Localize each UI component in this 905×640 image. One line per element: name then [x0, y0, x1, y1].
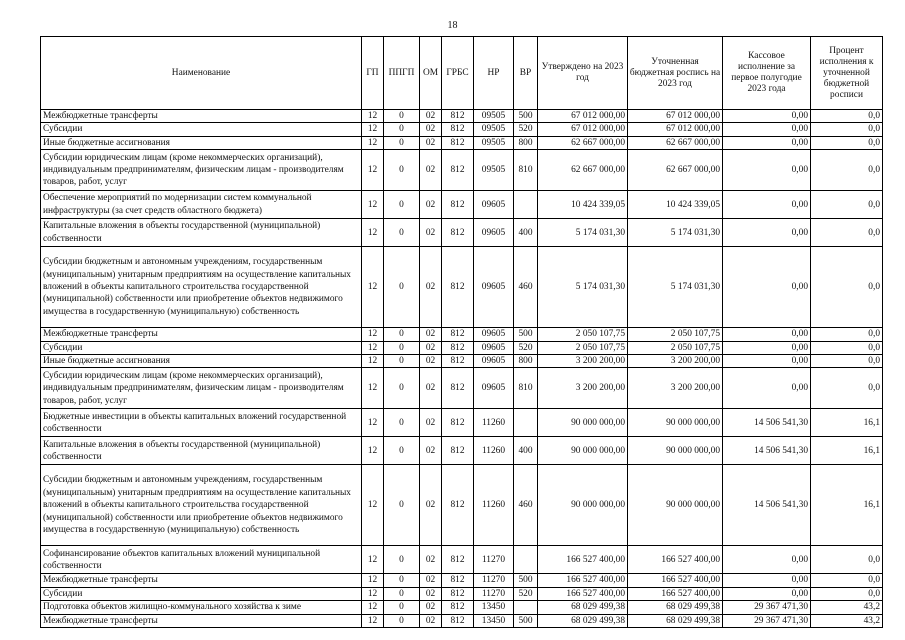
- cell-vr: 460: [514, 465, 538, 546]
- cell-refined: 166 527 400,00: [628, 546, 723, 574]
- cell-refined: 90 000 000,00: [628, 465, 723, 546]
- table-row: [41, 409, 883, 437]
- table-row: [41, 150, 883, 191]
- cell-name: Межбюджетные трансферты: [41, 328, 362, 341]
- cell-cash: 0,00: [723, 574, 811, 587]
- cell-refined: 90 000 000,00: [628, 437, 723, 465]
- cell-name: Софинансирование объектов капитальных вложений муниципальной собственности: [41, 546, 362, 574]
- cell-name: Субсидии: [41, 587, 362, 600]
- cell-gp: 12: [362, 219, 384, 247]
- cell-vr: 500: [514, 110, 538, 123]
- cell-approved: 2 050 107,75: [538, 328, 628, 341]
- page-number: 18: [447, 20, 458, 31]
- cell-np: 09605: [474, 341, 514, 354]
- cell-gp: 12: [362, 110, 384, 123]
- cell-approved: 3 200 200,00: [538, 355, 628, 368]
- cell-om: 02: [420, 110, 442, 123]
- cell-np: 11260: [474, 409, 514, 437]
- cell-vr: 520: [514, 587, 538, 600]
- cell-name: Иные бюджетные ассигнования: [41, 355, 362, 368]
- cell-gp: 12: [362, 546, 384, 574]
- cell-approved: 67 012 000,00: [538, 110, 628, 123]
- cell-vr: 400: [514, 437, 538, 465]
- cell-om: 02: [420, 614, 442, 627]
- cell-grbs: 812: [442, 136, 474, 149]
- cell-gp: 12: [362, 123, 384, 136]
- cell-name: Капитальные вложения в объекты государственной (муниципальной) собственности: [41, 437, 362, 465]
- cell-gp: 12: [362, 437, 384, 465]
- cell-cash: 14 506 541,30: [723, 409, 811, 437]
- cell-om: 02: [420, 123, 442, 136]
- cell-grbs: 812: [442, 546, 474, 574]
- table-row: [41, 437, 883, 465]
- cell-name: Капитальные вложения в объекты государственной (муниципальной) собственности: [41, 219, 362, 247]
- cell-om: 02: [420, 219, 442, 247]
- header-approved: Утверждено на 2023 год: [538, 37, 628, 110]
- cell-grbs: 812: [442, 328, 474, 341]
- cell-np: 11260: [474, 465, 514, 546]
- cell-grbs: 812: [442, 219, 474, 247]
- cell-percent: 0,0: [811, 150, 883, 191]
- cell-cash: 0,00: [723, 123, 811, 136]
- cell-om: 02: [420, 136, 442, 149]
- cell-vr: 500: [514, 614, 538, 627]
- header-cash: Кассовое исполнение за первое полугодие 2023 года: [723, 37, 811, 110]
- cell-refined: 68 029 499,38: [628, 614, 723, 627]
- cell-cash: 14 506 541,30: [723, 465, 811, 546]
- cell-name: Субсидии бюджетным и автономным учреждениям, государственным (муниципальным) унитарным предприятиям на осуществление капитальных вложений в объекты капитального строительства государственной (муниципальной) собственности или приобретение объектов недвижимого имущества в государственную (муниципальную) собственность: [41, 247, 362, 328]
- cell-percent: 16,1: [811, 409, 883, 437]
- table-row: [41, 355, 883, 368]
- cell-gp: 12: [362, 574, 384, 587]
- cell-grbs: 812: [442, 601, 474, 614]
- cell-refined: 3 200 200,00: [628, 355, 723, 368]
- cell-om: 02: [420, 328, 442, 341]
- cell-np: 09605: [474, 219, 514, 247]
- cell-np: 09605: [474, 191, 514, 219]
- header-percent: Процент исполнения к уточненной бюджетной росписи: [811, 37, 883, 110]
- cell-ppgp: 0: [384, 587, 420, 600]
- header-name: Наименование: [41, 37, 362, 110]
- cell-percent: 0,0: [811, 328, 883, 341]
- cell-om: 02: [420, 465, 442, 546]
- table-row: [41, 110, 883, 123]
- table-row: [41, 601, 883, 614]
- cell-cash: 0,00: [723, 341, 811, 354]
- cell-gp: 12: [362, 328, 384, 341]
- cell-percent: 43,2: [811, 601, 883, 614]
- cell-vr: [514, 409, 538, 437]
- cell-np: 09505: [474, 136, 514, 149]
- cell-vr: [514, 546, 538, 574]
- table-row: [41, 219, 883, 247]
- cell-refined: 67 012 000,00: [628, 123, 723, 136]
- table-body: [41, 110, 883, 628]
- cell-ppgp: 0: [384, 574, 420, 587]
- cell-approved: 5 174 031,30: [538, 247, 628, 328]
- cell-cash: 29 367 471,30: [723, 614, 811, 627]
- cell-grbs: 812: [442, 465, 474, 546]
- cell-np: 09505: [474, 123, 514, 136]
- cell-grbs: 812: [442, 574, 474, 587]
- cell-gp: 12: [362, 368, 384, 409]
- cell-om: 02: [420, 601, 442, 614]
- cell-percent: 16,1: [811, 465, 883, 546]
- cell-refined: 62 667 000,00: [628, 150, 723, 191]
- cell-cash: 14 506 541,30: [723, 437, 811, 465]
- table-row: [41, 614, 883, 627]
- table-row: [41, 341, 883, 354]
- cell-cash: 0,00: [723, 355, 811, 368]
- cell-cash: 0,00: [723, 247, 811, 328]
- cell-percent: 0,0: [811, 191, 883, 219]
- cell-ppgp: 0: [384, 341, 420, 354]
- cell-percent: 0,0: [811, 574, 883, 587]
- table-row: [41, 587, 883, 600]
- cell-name: Субсидии юридическим лицам (кроме некоммерческих организаций), индивидуальным предпринимателям, физическим лицам - производителям товаров, работ, услуг: [41, 368, 362, 409]
- cell-name: Субсидии юридическим лицам (кроме некоммерческих организаций), индивидуальным предпринимателям, физическим лицам - производителям товаров, работ, услуг: [41, 150, 362, 191]
- cell-refined: 5 174 031,30: [628, 247, 723, 328]
- cell-ppgp: 0: [384, 247, 420, 328]
- cell-cash: 0,00: [723, 191, 811, 219]
- cell-grbs: 812: [442, 409, 474, 437]
- header-gp: ГП: [362, 37, 384, 110]
- cell-ppgp: 0: [384, 601, 420, 614]
- cell-percent: 16,1: [811, 437, 883, 465]
- budget-table: [40, 36, 883, 628]
- cell-vr: 500: [514, 328, 538, 341]
- cell-percent: 0,0: [811, 368, 883, 409]
- cell-gp: 12: [362, 355, 384, 368]
- cell-ppgp: 0: [384, 368, 420, 409]
- header-vr: ВР: [514, 37, 538, 110]
- cell-refined: 67 012 000,00: [628, 110, 723, 123]
- cell-cash: 29 367 471,30: [723, 601, 811, 614]
- cell-approved: 68 029 499,38: [538, 614, 628, 627]
- cell-grbs: 812: [442, 341, 474, 354]
- cell-ppgp: 0: [384, 136, 420, 149]
- table-row: [41, 368, 883, 409]
- cell-refined: 3 200 200,00: [628, 368, 723, 409]
- cell-approved: 166 527 400,00: [538, 546, 628, 574]
- cell-ppgp: 0: [384, 123, 420, 136]
- cell-refined: 5 174 031,30: [628, 219, 723, 247]
- cell-ppgp: 0: [384, 614, 420, 627]
- cell-gp: 12: [362, 247, 384, 328]
- cell-om: 02: [420, 341, 442, 354]
- cell-name: Подготовка объектов жилищно-коммунального хозяйства к зиме: [41, 601, 362, 614]
- cell-gp: 12: [362, 614, 384, 627]
- cell-ppgp: 0: [384, 328, 420, 341]
- cell-percent: 0,0: [811, 355, 883, 368]
- cell-name: Межбюджетные трансферты: [41, 614, 362, 627]
- cell-np: 11270: [474, 574, 514, 587]
- cell-approved: 62 667 000,00: [538, 150, 628, 191]
- cell-name: Межбюджетные трансферты: [41, 110, 362, 123]
- table-row: [41, 328, 883, 341]
- cell-percent: 0,0: [811, 136, 883, 149]
- cell-refined: 68 029 499,38: [628, 601, 723, 614]
- cell-np: 13450: [474, 614, 514, 627]
- table-row: [41, 574, 883, 587]
- cell-np: 09605: [474, 355, 514, 368]
- cell-grbs: 812: [442, 614, 474, 627]
- table-row: [41, 546, 883, 574]
- cell-vr: 800: [514, 355, 538, 368]
- cell-vr: 500: [514, 574, 538, 587]
- cell-vr: 810: [514, 368, 538, 409]
- cell-percent: 0,0: [811, 110, 883, 123]
- cell-cash: 0,00: [723, 136, 811, 149]
- cell-vr: 460: [514, 247, 538, 328]
- cell-ppgp: 0: [384, 191, 420, 219]
- header-row: [41, 37, 883, 110]
- cell-om: 02: [420, 587, 442, 600]
- cell-name: Субсидии: [41, 123, 362, 136]
- cell-refined: 166 527 400,00: [628, 587, 723, 600]
- cell-percent: 0,0: [811, 247, 883, 328]
- cell-refined: 10 424 339,05: [628, 191, 723, 219]
- table-row: [41, 123, 883, 136]
- cell-vr: 520: [514, 341, 538, 354]
- cell-name: Обеспечение мероприятий по модернизации систем коммунальной инфраструктуры (за счет средств областного бюджета): [41, 191, 362, 219]
- cell-cash: 0,00: [723, 546, 811, 574]
- cell-approved: 166 527 400,00: [538, 587, 628, 600]
- cell-percent: 43,2: [811, 614, 883, 627]
- cell-cash: 0,00: [723, 219, 811, 247]
- cell-percent: 0,0: [811, 341, 883, 354]
- cell-np: 09505: [474, 150, 514, 191]
- cell-approved: 67 012 000,00: [538, 123, 628, 136]
- table-row: [41, 136, 883, 149]
- cell-ppgp: 0: [384, 355, 420, 368]
- cell-name: Субсидии бюджетным и автономным учреждениям, государственным (муниципальным) унитарным предприятиям на осуществление капитальных вложений в объекты капитального строительства государственной (муниципальной) собственности или приобретение объектов недвижимого имущества в государственную (муниципальную) собственность: [41, 465, 362, 546]
- cell-np: 11270: [474, 587, 514, 600]
- cell-ppgp: 0: [384, 437, 420, 465]
- cell-gp: 12: [362, 191, 384, 219]
- header-om: ОМ: [420, 37, 442, 110]
- cell-gp: 12: [362, 587, 384, 600]
- cell-approved: 2 050 107,75: [538, 341, 628, 354]
- cell-percent: 0,0: [811, 123, 883, 136]
- cell-vr: 520: [514, 123, 538, 136]
- cell-np: 13450: [474, 601, 514, 614]
- cell-name: Бюджетные инвестиции в объекты капитальных вложений государственной собственности: [41, 409, 362, 437]
- cell-refined: 2 050 107,75: [628, 328, 723, 341]
- cell-np: 09605: [474, 368, 514, 409]
- cell-np: 09605: [474, 328, 514, 341]
- cell-om: 02: [420, 546, 442, 574]
- cell-name: Иные бюджетные ассигнования: [41, 136, 362, 149]
- cell-vr: [514, 601, 538, 614]
- cell-np: 09505: [474, 110, 514, 123]
- cell-grbs: 812: [442, 150, 474, 191]
- cell-om: 02: [420, 191, 442, 219]
- cell-refined: 90 000 000,00: [628, 409, 723, 437]
- cell-grbs: 812: [442, 110, 474, 123]
- cell-cash: 0,00: [723, 110, 811, 123]
- cell-grbs: 812: [442, 123, 474, 136]
- cell-grbs: 812: [442, 191, 474, 219]
- cell-approved: 166 527 400,00: [538, 574, 628, 587]
- cell-refined: 166 527 400,00: [628, 574, 723, 587]
- cell-np: 11270: [474, 546, 514, 574]
- cell-refined: 62 667 000,00: [628, 136, 723, 149]
- cell-grbs: 812: [442, 355, 474, 368]
- cell-np: 09605: [474, 247, 514, 328]
- cell-percent: 0,0: [811, 587, 883, 600]
- cell-percent: 0,0: [811, 546, 883, 574]
- cell-vr: [514, 191, 538, 219]
- cell-om: 02: [420, 247, 442, 328]
- cell-gp: 12: [362, 465, 384, 546]
- cell-percent: 0,0: [811, 219, 883, 247]
- cell-np: 11260: [474, 437, 514, 465]
- cell-name: Субсидии: [41, 341, 362, 354]
- cell-ppgp: 0: [384, 409, 420, 437]
- cell-om: 02: [420, 368, 442, 409]
- cell-ppgp: 0: [384, 150, 420, 191]
- cell-cash: 0,00: [723, 150, 811, 191]
- cell-om: 02: [420, 574, 442, 587]
- cell-gp: 12: [362, 150, 384, 191]
- table-row: [41, 247, 883, 328]
- cell-gp: 12: [362, 409, 384, 437]
- cell-grbs: 812: [442, 368, 474, 409]
- cell-grbs: 812: [442, 587, 474, 600]
- header-refined: Уточненная бюджетная роспись на 2023 год: [628, 37, 723, 110]
- cell-refined: 2 050 107,75: [628, 341, 723, 354]
- cell-vr: 800: [514, 136, 538, 149]
- cell-om: 02: [420, 437, 442, 465]
- cell-approved: 90 000 000,00: [538, 465, 628, 546]
- table-header: [41, 37, 883, 110]
- cell-om: 02: [420, 409, 442, 437]
- cell-gp: 12: [362, 341, 384, 354]
- cell-om: 02: [420, 150, 442, 191]
- header-ppgp: ППГП: [384, 37, 420, 110]
- cell-name: Межбюджетные трансферты: [41, 574, 362, 587]
- cell-cash: 0,00: [723, 368, 811, 409]
- cell-ppgp: 0: [384, 110, 420, 123]
- cell-vr: 400: [514, 219, 538, 247]
- cell-approved: 90 000 000,00: [538, 409, 628, 437]
- cell-approved: 10 424 339,05: [538, 191, 628, 219]
- cell-gp: 12: [362, 601, 384, 614]
- cell-gp: 12: [362, 136, 384, 149]
- cell-cash: 0,00: [723, 328, 811, 341]
- cell-ppgp: 0: [384, 546, 420, 574]
- header-grbs: ГРБС: [442, 37, 474, 110]
- cell-approved: 5 174 031,30: [538, 219, 628, 247]
- table-row: [41, 465, 883, 546]
- cell-ppgp: 0: [384, 219, 420, 247]
- cell-approved: 68 029 499,38: [538, 601, 628, 614]
- table-row: [41, 191, 883, 219]
- header-np: НР: [474, 37, 514, 110]
- cell-grbs: 812: [442, 247, 474, 328]
- cell-vr: 810: [514, 150, 538, 191]
- cell-cash: 0,00: [723, 587, 811, 600]
- cell-approved: 90 000 000,00: [538, 437, 628, 465]
- cell-ppgp: 0: [384, 465, 420, 546]
- cell-approved: 62 667 000,00: [538, 136, 628, 149]
- cell-grbs: 812: [442, 437, 474, 465]
- cell-approved: 3 200 200,00: [538, 368, 628, 409]
- cell-om: 02: [420, 355, 442, 368]
